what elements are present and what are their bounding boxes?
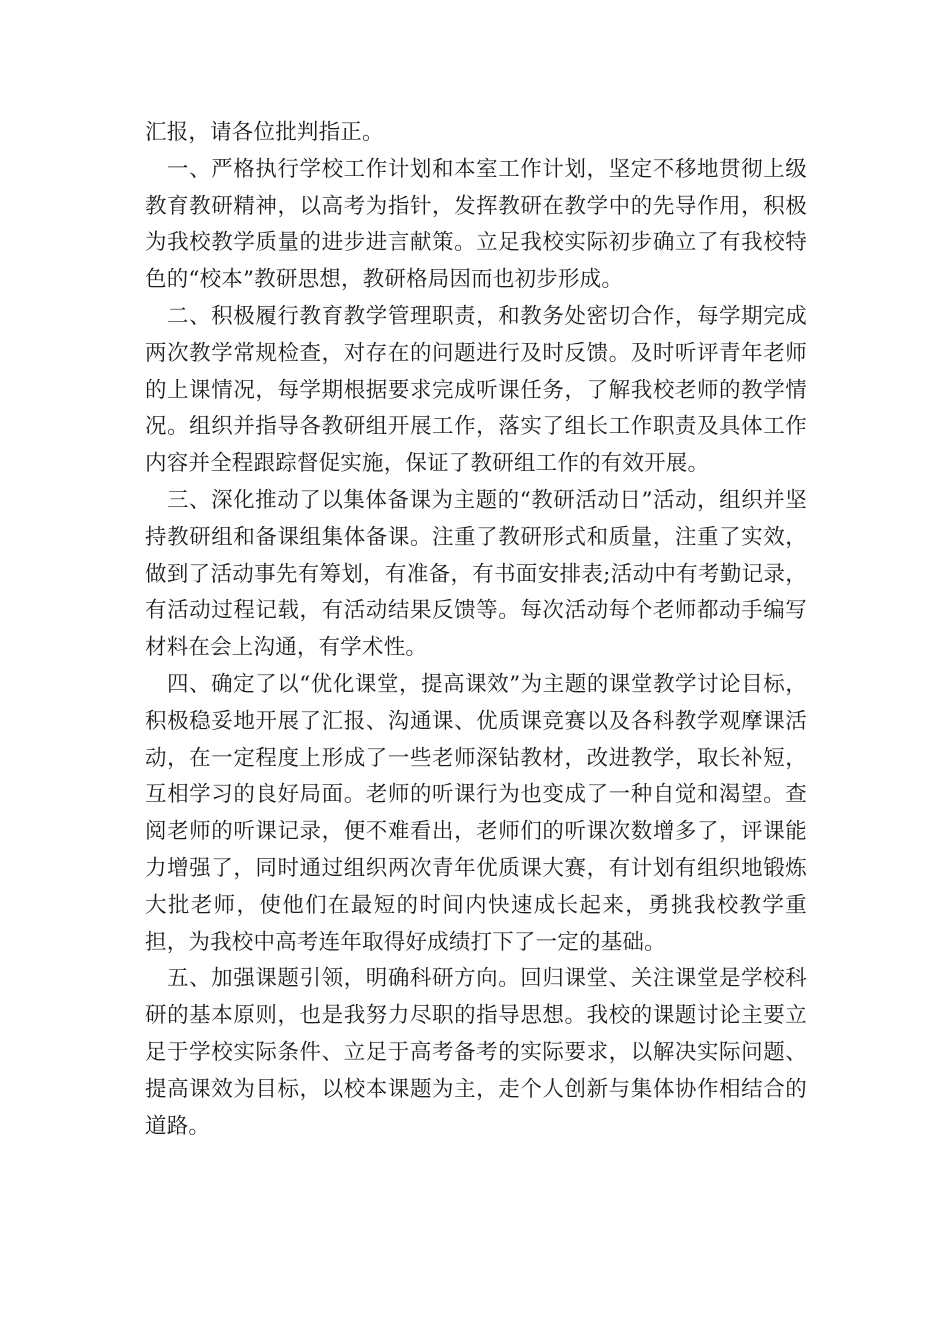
- paragraph-section-3: 三、深化推动了以集体备课为主题的“教研活动日”活动，组织并坚持教研组和备课组集体备课。注重了教研形式和质量，注重了实效，做到了活动事先有筹划，有准备，有书面安排表;活动中有考勤记录，有活动过程记载，有活动结果反馈等。每次活动每个老师都动手编写材料在会上沟通，有学术性。: [145, 487, 807, 661]
- paragraph-continuation: 汇报，请各位批判指正。: [145, 120, 384, 145]
- document-body: [145, 115, 807, 1145]
- paragraph-section-2: 二、积极履行教育教学管理职责，和教务处密切合作，每学期完成两次教学常规检查，对存在的问题进行及时反馈。及时听评青年老师的上课情况，每学期根据要求完成听课任务，了解我校老师的教学情况。组织并指导各教研组开展工作，落实了组长工作职责及具体工作内容并全程跟踪督促实施，保证了教研组工作的有效开展。: [145, 303, 807, 477]
- paragraph-section-1: 一、严格执行学校工作计划和本室工作计划，坚定不移地贯彻上级教育教研精神，以高考为指针，发挥教研在教学中的先导作用，积极为我校教学质量的进步进言献策。立足我校实际初步确立了有我校特色的“校本”教研思想，教研格局因而也初步形成。: [145, 156, 807, 293]
- paragraph-section-4: 四、确定了以“优化课堂，提高课效”为主题的课堂教学讨论目标，积极稳妥地开展了汇报、沟通课、优质课竞赛以及各科教学观摩课活动，在一定程度上形成了一些老师深钻教材，改进教学，取长补短，互相学习的良好局面。老师的听课行为也变成了一种自觉和渴望。查阅老师的听课记录，便不难看出，老师们的听课次数增多了，评课能力增强了，同时通过组织两次青年优质课大赛，有计划有组织地锻炼大批老师，使他们在最短的时间内快速成长起来，勇挑我校教学重担，为我校中高考连年取得好成绩打下了一定的基础。: [145, 671, 807, 955]
- paragraph-section-5: 五、加强课题引领，明确科研方向。回归课堂、关注课堂是学校科研的基本原则，也是我努力尽职的指导思想。我校的课题讨论主要立足于学校实际条件、立足于高考备考的实际要求，以解决实际问题、提高课效为目标，以校本课题为主，走个人创新与集体协作相结合的道路。: [145, 966, 807, 1139]
